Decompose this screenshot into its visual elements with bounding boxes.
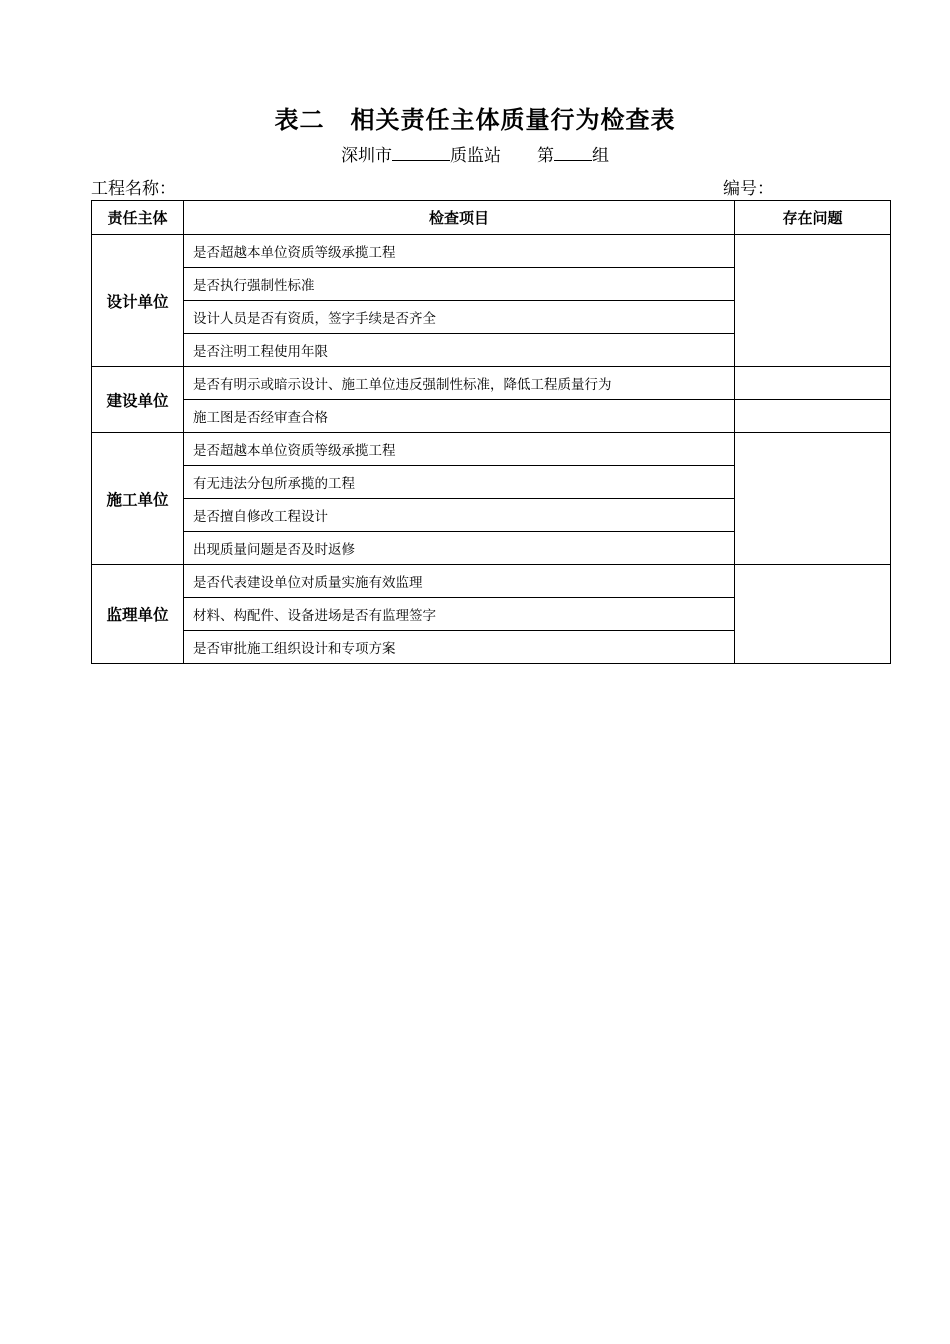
project-name-label: 工程名称： [91, 179, 176, 199]
check-item: 是否超越本单位资质等级承揽工程 [184, 235, 735, 268]
check-item: 是否代表建设单位对质量实施有效监理 [184, 565, 735, 598]
group-blank-field[interactable] [554, 144, 592, 161]
entity-construction-owner: 建设单位 [92, 367, 184, 433]
table-row [92, 565, 891, 598]
subtitle-group: 组 [592, 146, 609, 166]
city-blank-field[interactable] [392, 144, 450, 161]
number-label: 编号： [723, 179, 774, 199]
header-entity: 责任主体 [92, 201, 184, 235]
table-row [92, 235, 891, 268]
check-item: 是否审批施工组织设计和专项方案 [184, 631, 735, 664]
subtitle-di: 第 [537, 146, 554, 166]
check-item: 施工图是否经审查合格 [184, 400, 735, 433]
issue-cell-design[interactable] [735, 235, 891, 367]
table-row [92, 367, 891, 400]
entity-contractor: 施工单位 [92, 433, 184, 565]
entity-supervisor: 监理单位 [92, 565, 184, 664]
check-item: 材料、构配件、设备进场是否有监理签字 [184, 598, 735, 631]
entity-design: 设计单位 [92, 235, 184, 367]
subtitle-station: 质监站 [450, 146, 501, 166]
check-item: 有无违法分包所承揽的工程 [184, 466, 735, 499]
check-item: 是否有明示或暗示设计、施工单位违反强制性标准，降低工程质量行为 [184, 367, 735, 400]
check-item: 设计人员是否有资质，签字手续是否齐全 [184, 301, 735, 334]
table-header-row [92, 201, 891, 235]
check-item: 是否擅自修改工程设计 [184, 499, 735, 532]
check-item: 是否注明工程使用年限 [184, 334, 735, 367]
check-item: 是否超越本单位资质等级承揽工程 [184, 433, 735, 466]
table-row [92, 433, 891, 466]
title-prefix: 表二 [274, 106, 325, 134]
issue-cell-owner-1[interactable] [735, 367, 891, 400]
check-item: 出现质量问题是否及时返修 [184, 532, 735, 565]
header-check-item: 检查项目 [184, 201, 735, 235]
issue-cell-owner-2[interactable] [735, 400, 891, 433]
header-issues: 存在问题 [735, 201, 891, 235]
issue-cell-supervisor[interactable] [735, 565, 891, 664]
check-item: 是否执行强制性标准 [184, 268, 735, 301]
issue-cell-contractor[interactable] [735, 433, 891, 565]
table-row [92, 400, 891, 433]
inspection-table [91, 200, 891, 664]
subtitle-city: 深圳市 [341, 146, 392, 166]
page-title [0, 100, 950, 135]
title-main: 相关责任主体质量行为检查表 [350, 106, 676, 134]
subtitle [0, 141, 950, 166]
